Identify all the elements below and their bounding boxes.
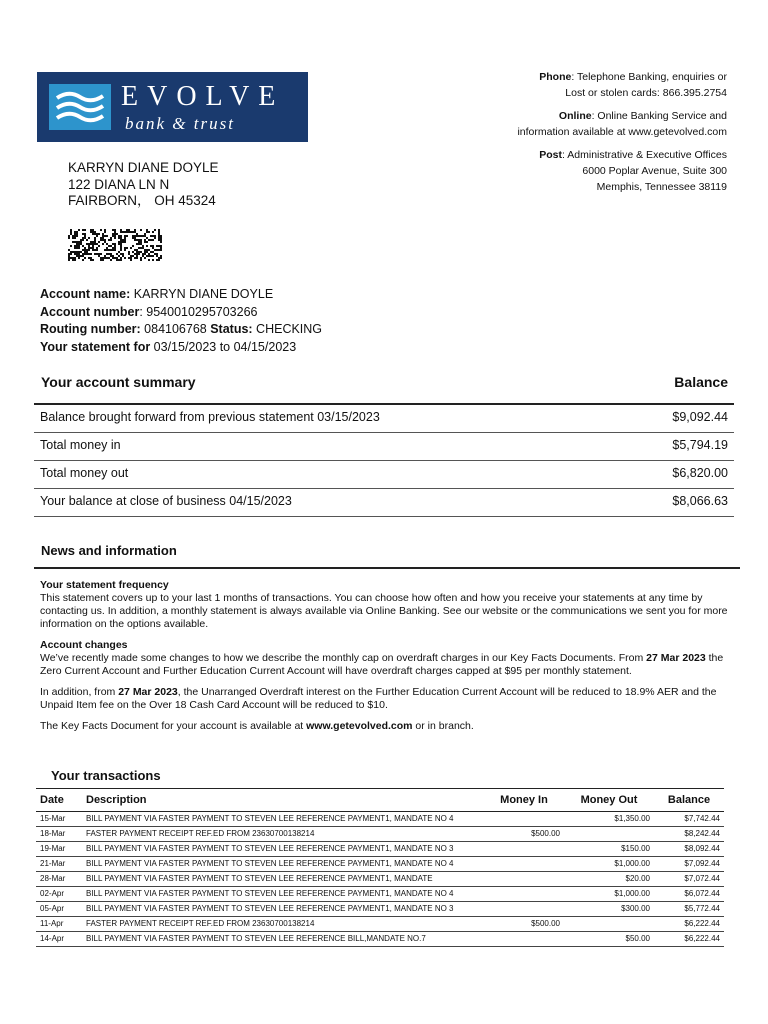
tx-money-out: $150.00	[564, 842, 654, 857]
routing-label: Routing number:	[40, 322, 141, 336]
changes-paragraph-1	[40, 652, 732, 678]
account-number-label: Account number	[40, 304, 140, 319]
wave-logo-icon	[49, 84, 111, 130]
changes-p2-date: 27 Mar 2023	[118, 686, 178, 698]
transactions-title: Your transactions	[51, 768, 161, 783]
summary-row	[34, 433, 734, 461]
phone-text-2: Lost or stolen cards: 866.395.2754	[565, 87, 727, 99]
brand-tagline: bank & trust	[125, 114, 235, 133]
table-row	[36, 872, 724, 887]
account-name-line	[40, 286, 322, 304]
changes-paragraph-2	[40, 686, 732, 712]
tx-description: BILL PAYMENT VIA FASTER PAYMENT TO STEVEN LEE REFERENCE PAYMENT1, MANDATE	[82, 872, 484, 887]
online-text-2: information available at www.getevolved.com	[517, 126, 727, 138]
post-contact	[437, 147, 727, 195]
tx-money-in	[484, 812, 564, 827]
tx-money-out: $1,350.00	[564, 812, 654, 827]
table-row	[36, 902, 724, 917]
tx-date: 02-Apr	[36, 887, 82, 902]
tx-date: 05-Apr	[36, 902, 82, 917]
tx-money-in	[484, 887, 564, 902]
key-facts-text: The Key Facts Document for your account is available at	[40, 720, 307, 732]
key-facts-link[interactable]: www.getevolved.com	[306, 720, 413, 732]
col-money-in-header: Money In	[484, 789, 564, 812]
changes-p1-text-end: the Zero Current Account and Further Education Current Account will have overdraft charges capped at $95 per monthly statement.	[40, 652, 724, 677]
table-row	[36, 887, 724, 902]
tx-description: BILL PAYMENT VIA FASTER PAYMENT TO STEVEN LEE REFERENCE PAYMENT1, MANDATE NO 4	[82, 887, 484, 902]
tx-description: BILL PAYMENT VIA FASTER PAYMENT TO STEVEN LEE REFERENCE PAYMENT1, MANDATE NO 4	[82, 857, 484, 872]
phone-contact	[437, 69, 727, 101]
tx-money-out: $50.00	[564, 932, 654, 947]
summary-row-amount: $6,820.00	[672, 466, 728, 480]
changes-p1-text: We’ve recently made some changes to how we describe the monthly cap on overdraft charges in our Key Facts Documents. From	[40, 652, 647, 664]
table-row	[36, 917, 724, 932]
tx-money-out: $300.00	[564, 902, 654, 917]
phone-text: : Telephone Banking, enquiries or	[571, 71, 727, 83]
post-text-2: 6000 Poplar Avenue, Suite 300	[582, 165, 727, 177]
contact-block	[437, 69, 727, 202]
tx-balance: $5,772.44	[654, 902, 724, 917]
changes-p2-text: In addition, from	[40, 686, 119, 698]
frequency-heading: Your statement frequency	[40, 579, 169, 591]
address-name: KARRYN DIANE DOYLE	[68, 160, 219, 175]
summary-balance-header: Balance	[674, 374, 728, 390]
account-number-line	[40, 304, 322, 322]
table-row	[36, 842, 724, 857]
changes-heading: Account changes	[40, 639, 128, 651]
tx-balance: $8,242.44	[654, 827, 724, 842]
news-title: News and information	[41, 543, 177, 558]
tx-money-out: $1,000.00	[564, 887, 654, 902]
address-line-1: 122 DIANA LN N	[68, 176, 170, 192]
tx-balance: $6,222.44	[654, 932, 724, 947]
tx-date: 28-Mar	[36, 872, 82, 887]
routing-line	[40, 321, 322, 339]
online-contact	[437, 108, 727, 140]
summary-row-amount: $9,092.44	[672, 410, 728, 424]
summary-row	[34, 489, 734, 517]
tx-money-in	[484, 857, 564, 872]
tx-money-in	[484, 932, 564, 947]
tx-description: FASTER PAYMENT RECEIPT REF.ED FROM 23630700138214	[82, 827, 484, 842]
tx-date: 11-Apr	[36, 917, 82, 932]
tx-date: 15-Mar	[36, 812, 82, 827]
transactions-header-row	[36, 789, 724, 812]
news-divider	[34, 567, 740, 569]
summary-row-label: Balance brought forward from previous statement 03/15/2023	[40, 410, 380, 424]
tx-money-out: $1,000.00	[564, 857, 654, 872]
tx-money-out	[564, 827, 654, 842]
bank-logo	[37, 72, 308, 142]
tx-money-in: $500.00	[484, 917, 564, 932]
post-label: Post	[539, 149, 563, 161]
summary-row-label: Total money out	[40, 466, 129, 480]
tx-balance: $7,092.44	[654, 857, 724, 872]
post-text-3: Memphis, Tennessee 38119	[596, 181, 727, 193]
tx-date: 14-Apr	[36, 932, 82, 947]
summary-row-label: Your balance at close of business 04/15/2023	[40, 494, 292, 508]
account-name-value: KARRYN DIANE DOYLE	[130, 287, 274, 301]
tx-money-in	[484, 842, 564, 857]
tx-description: BILL PAYMENT VIA FASTER PAYMENT TO STEVEN LEE REFERENCE PAYMENT1, MANDATE NO 3	[82, 902, 484, 917]
account-number-value: : 9540010295703266	[139, 304, 258, 319]
tx-money-out: $20.00	[564, 872, 654, 887]
col-date-header: Date	[36, 789, 82, 812]
frequency-text: This statement covers up to your last 1 months of transactions. You can choose how often and how you receive your statements at any time by contacting us. In addition, a monthly statement is always available via Online Banking. See our website or the communications we sent you for more information on the options available.	[40, 592, 728, 630]
mailing-address	[68, 160, 219, 210]
tx-balance: $6,222.44	[654, 917, 724, 932]
status-value: CHECKING	[252, 322, 323, 336]
tx-money-in	[484, 902, 564, 917]
online-label: Online	[558, 110, 592, 122]
summary-row	[34, 405, 734, 433]
col-balance-header: Balance	[654, 789, 724, 812]
col-description-header: Description	[82, 789, 484, 812]
account-name-label: Account name:	[40, 287, 131, 301]
address-line-2: FAIRBORN， OH 45324	[68, 193, 216, 208]
summary-row-amount: $8,066.63	[672, 494, 728, 508]
changes-p1-date: 27 Mar 2023	[646, 652, 706, 664]
summary-title: Your account summary	[41, 374, 196, 390]
table-row	[36, 827, 724, 842]
changes-p2-text-end: , the Unarranged Overdraft interest on the Further Education Current Account will be reduced to 18.9% AER and the Unpaid Item fee on the Over 18 Cash Card Account will be reduced to $10.	[40, 686, 717, 711]
tx-balance: $7,742.44	[654, 812, 724, 827]
news-section	[40, 579, 732, 741]
online-text: : Online Banking Service and	[591, 110, 727, 122]
statement-period-label: Your statement for	[40, 339, 151, 354]
routing-value: 084106768	[140, 322, 211, 336]
brand-name: EVOLVE	[121, 81, 285, 112]
tx-money-out	[564, 917, 654, 932]
tx-money-in	[484, 872, 564, 887]
account-summary-table	[34, 403, 734, 517]
table-row	[36, 932, 724, 947]
tx-description: BILL PAYMENT VIA FASTER PAYMENT TO STEVEN LEE REFERENCE PAYMENT1, MANDATE NO 3	[82, 842, 484, 857]
transactions-table	[36, 788, 724, 947]
tx-balance: $6,072.44	[654, 887, 724, 902]
table-row	[36, 812, 724, 827]
statement-period-line	[40, 339, 322, 357]
table-row	[36, 857, 724, 872]
summary-row-label: Total money in	[40, 438, 121, 452]
tx-date: 19-Mar	[36, 842, 82, 857]
tx-balance: $7,072.44	[654, 872, 724, 887]
tx-description: BILL PAYMENT VIA FASTER PAYMENT TO STEVEN LEE REFERENCE BILL,MANDATE NO.7	[82, 932, 484, 947]
tx-date: 21-Mar	[36, 857, 82, 872]
account-details	[40, 286, 322, 356]
barcode-icon	[68, 229, 162, 261]
tx-description: FASTER PAYMENT RECEIPT REF.ED FROM 23630700138214	[82, 917, 484, 932]
summary-row	[34, 461, 734, 489]
tx-description: BILL PAYMENT VIA FASTER PAYMENT TO STEVEN LEE REFERENCE PAYMENT1, MANDATE NO 4	[82, 812, 484, 827]
key-facts-paragraph	[40, 720, 732, 733]
status-label: Status:	[210, 322, 253, 336]
phone-label: Phone	[539, 71, 572, 83]
col-money-out-header: Money Out	[564, 789, 654, 812]
statement-period-value: 03/15/2023 to 04/15/2023	[150, 339, 297, 354]
tx-date: 18-Mar	[36, 827, 82, 842]
tx-money-in: $500.00	[484, 827, 564, 842]
summary-row-amount: $5,794.19	[672, 438, 728, 452]
tx-balance: $8,092.44	[654, 842, 724, 857]
key-facts-text-end: or in branch.	[412, 720, 474, 732]
post-text: : Administrative & Executive Offices	[562, 149, 727, 161]
